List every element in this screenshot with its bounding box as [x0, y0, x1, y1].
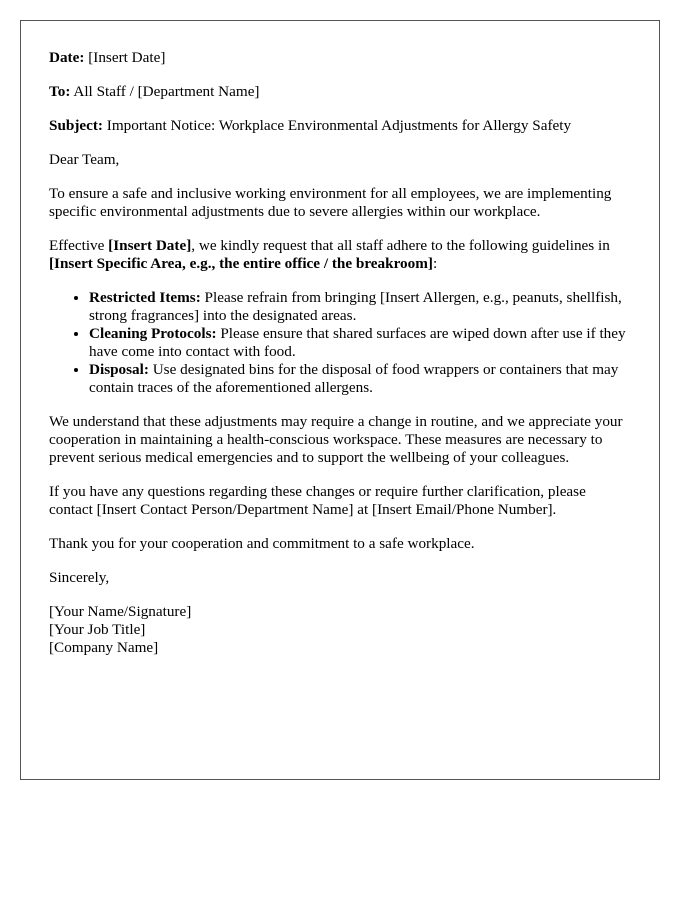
guideline-text: Please ensure that shared surfaces are wiped down after use if they have come into contact with food.: [89, 325, 626, 360]
questions-paragraph: If you have any questions regarding these changes or require further clarification, please contact [Insert Contact Person/Department Name] at [Insert Email/Phone Number].: [49, 483, 586, 518]
closing-block: [49, 569, 631, 657]
guideline-title: Restricted Items:: [89, 289, 201, 306]
guideline-title: Cleaning Protocols:: [89, 325, 217, 342]
signature-job-title: [Your Job Title]: [49, 621, 146, 638]
date-line: [49, 49, 631, 67]
date-label: Date:: [49, 49, 85, 66]
thanks-paragraph: Thank you for your cooperation and commitment to a safe workplace.: [49, 535, 475, 552]
effective-prefix: Effective: [49, 237, 109, 254]
list-item: [89, 289, 631, 325]
signature-name: [Your Name/Signature]: [49, 603, 192, 620]
effective-suffix: :: [432, 255, 438, 272]
subject-label: Subject:: [49, 117, 103, 134]
guidelines-list: [49, 289, 631, 397]
list-item: [89, 325, 631, 361]
effective-middle: , we kindly request that all staff adhere to the following guidelines in: [191, 237, 610, 254]
effective-date: [Insert Date]: [108, 237, 192, 254]
to-value: All Staff / [Department Name]: [73, 83, 260, 100]
to-line: [49, 83, 631, 101]
effective-area: [Insert Specific Area, e.g., the entire office / the breakroom]: [49, 255, 433, 272]
to-label: To:: [49, 83, 71, 100]
guideline-text: Please refrain from bringing [Insert Allergen, e.g., peanuts, shellfish, strong fragrances] into the designated areas.: [89, 289, 622, 324]
list-item: [89, 361, 631, 397]
guideline-title: Disposal:: [89, 361, 149, 378]
subject-value: Important Notice: Workplace Environmental Adjustments for Allergy Safety: [106, 117, 572, 134]
greeting: Dear Team,: [49, 151, 120, 168]
intro-paragraph: To ensure a safe and inclusive working environment for all employees, we are implementing specific environmental adjustments due to severe allergies within our workplace.: [49, 185, 612, 220]
signature-company: [Company Name]: [49, 639, 159, 656]
subject-line: [49, 117, 631, 135]
effective-paragraph: [49, 237, 631, 273]
signoff: Sincerely,: [49, 569, 110, 586]
understanding-paragraph: We understand that these adjustments may require a change in routine, and we appreciate your cooperation in maintaining a health-conscious workspace. These measures are necessary to prevent serious medical emergencies and to support the wellbeing of your colleagues.: [49, 413, 623, 466]
letter-document: [20, 20, 660, 780]
guideline-text: Use designated bins for the disposal of food wrappers or containers that may contain traces of the aforementioned allergens.: [89, 361, 619, 396]
date-value: [Insert Date]: [88, 49, 166, 66]
signature-block: [49, 603, 631, 657]
